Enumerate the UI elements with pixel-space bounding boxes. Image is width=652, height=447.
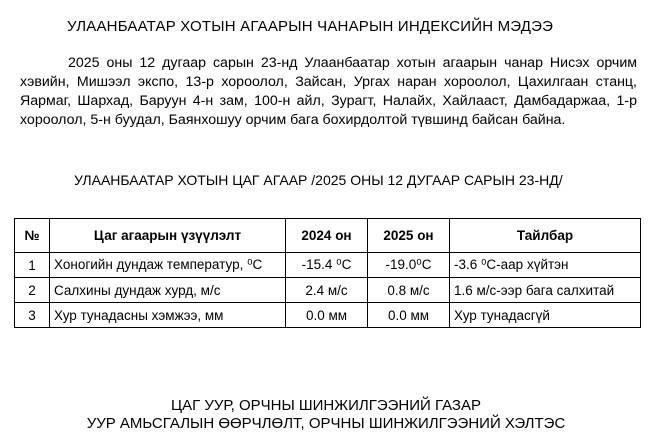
row-note: Хур тунадасгүй: [450, 303, 641, 328]
table-row: [15, 303, 641, 328]
weather-table-caption: УЛААНБААТАР ХОТЫН ЦАГ АГААР /2025 ОНЫ 12 ДУГААР САРЫН 23-НД/: [74, 172, 563, 188]
footer-signature: [0, 397, 652, 433]
row-note: -3.6 ⁰С-аар хүйтэн: [450, 253, 641, 278]
row-number: 3: [15, 303, 50, 328]
row-value-2025: 0.8 м/с: [368, 278, 450, 303]
row-indicator: Хоногийн дундаж температур, ⁰С: [50, 253, 286, 278]
row-note: 1.6 м/с-ээр бага салхитай: [450, 278, 641, 303]
weather-table: [14, 218, 641, 328]
air-quality-paragraph: 2025 оны 12 дугаар сарын 23-нд Улаанбаатар хотын агаарын чанар Нисэх орчим хэвийн, Мишээл экспо, 13-р хороолол, Зайсан, Ургах наран хороолол, Цахилгаан станц, Яармаг, Шархад, Баруун 4-н зам, 100-н айл, Зурагт, Налайх, Хайлааст, Дамбадаржаа, 1-р хороолол, 5-н буудал, Баянхошуу орчим бага бохирдолтой түвшинд байсан байна.: [20, 55, 637, 128]
row-indicator: Салхины дундаж хурд, м/с: [50, 278, 286, 303]
document-title: УЛААНБААТАР ХОТЫН АГААРЫН ЧАНАРЫН ИНДЕКСИЙН МЭДЭЭ: [67, 18, 554, 35]
row-value-2025: -19.0⁰С: [368, 253, 450, 278]
header-number: №: [15, 219, 50, 253]
row-value-2024: 0.0 мм: [286, 303, 368, 328]
header-indicator: Цаг агаарын үзүүлэлт: [50, 219, 286, 253]
table-row: [15, 278, 641, 303]
footer-agency: ЦАГ УУР, ОРЧНЫ ШИНЖИЛГЭЭНИЙ ГАЗАР: [170, 397, 481, 414]
header-2024: 2024 он: [286, 219, 368, 253]
row-indicator: Хур тунадасны хэмжээ, мм: [50, 303, 286, 328]
row-value-2025: 0.0 мм: [368, 303, 450, 328]
header-2025: 2025 он: [368, 219, 450, 253]
footer-division: УУР АМЬСГАЛЫН ӨӨРЧЛӨЛТ, ОРЧНЫ ШИНЖИЛГЭЭНИЙ ХЭЛТЭС: [86, 415, 566, 432]
table-header-row: [15, 219, 641, 253]
row-number: 1: [15, 253, 50, 278]
row-value-2024: 2.4 м/с: [286, 278, 368, 303]
header-note: Тайлбар: [450, 219, 641, 253]
table-row: [15, 253, 641, 278]
row-value-2024: -15.4 ⁰С: [286, 253, 368, 278]
row-number: 2: [15, 278, 50, 303]
